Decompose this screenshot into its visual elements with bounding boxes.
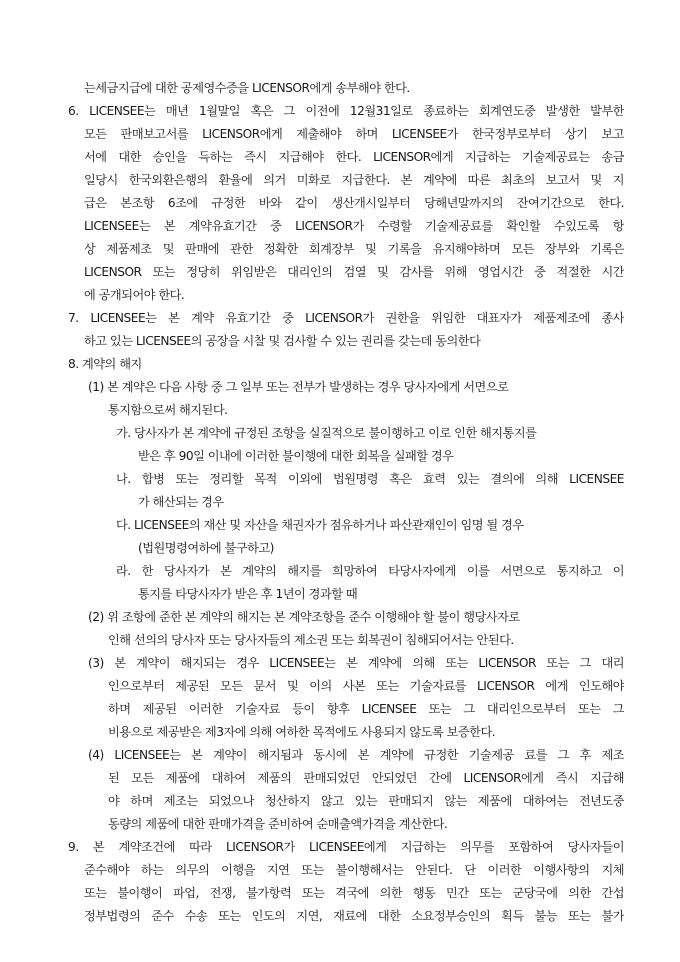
text-line: 비용으로 제공받은 제3자에 의해 여하한 목적에도 사용되지 않도록 보증한다. [108, 725, 496, 739]
item-ga-line: 가. 당사자가 본 계약에 규정된 조항을 실질적으로 불이행하고 이로 인한 해지통지를 [116, 426, 537, 440]
text-line: 에 공개되어야 한다. [84, 288, 185, 302]
text-line: LICENSEE는 본 계약유효기간 중 LICENSOR가 수령할 기술제공료를 확인할 수있도록 항 [84, 219, 624, 233]
text-line: (법원명령여하에 불구하고) [138, 541, 274, 555]
text-line: 가 해산되는 경우 [138, 495, 224, 509]
text-line: 준수해야 하는 의무의 이행을 지연 또는 불이행해서는 안된다. 단 이러한 이행사항의 지체 [84, 863, 624, 877]
text-line: 하고 있는 LICENSEE의 공장을 시찰 및 검사할 수 있는 권리를 갖는데 동의한다 [84, 334, 481, 348]
clause-8-3-line: (3) 본 계약이 해지되는 경우 LICENSEE는 본 계약에 의해 또는 LICENSOR 또는 그 대리 [88, 656, 624, 670]
clause-8-4-line: (4) LICENSEE는 본 계약이 해지됨과 동시에 본 계약에 규정한 기술제공 료를 그 후 제조 [88, 748, 624, 762]
text-line: 야 하며 제조는 되었으나 청산하지 않고 있는 판매되지 않는 제품에 대하여는 전년도중 [108, 794, 624, 808]
text-line: 인으로부터 제공된 모든 문서 및 이의 사본 또는 기술자료를 LICENSOR 에게 인도해야 [108, 679, 624, 693]
text-line: 서에 대한 승인을 득하는 즉시 지급해야 한다. LICENSOR에게 지급하는 기술제공료는 송금 [84, 150, 624, 164]
text-line: 통지함으로써 해지된다. [108, 403, 228, 417]
clause-6-line: 6. LICENSEE는 매년 1월말일 혹은 그 이전에 12월31일로 종료하는 회계연도중 발생한 발부한 [68, 104, 624, 118]
item-na-line: 나. 합병 또는 정리할 목적 이외에 법원명령 혹은 효력 있는 결의에 의해 LICENSEE [116, 472, 624, 486]
text-line: 하며 제공된 이러한 기술자료 등이 향후 LICENSEE 또는 그 대리인으로부터 또는 그 [108, 702, 624, 716]
clause-9-line: 9. 본 계약조건에 따라 LICENSOR가 LICENSEE에게 지급하는 의무를 포함하여 당사자들이 [68, 840, 624, 854]
text-line: 급은 본조항 6조에 규정한 바와 같이 생산개시일부터 당해년말까지의 잔여기간으로 한다. [84, 196, 624, 210]
text-line: 통지를 타당사자가 받은 후 1년이 경과할 때 [138, 587, 358, 601]
item-ra-line: 라. 한 당사자가 본 계약의 해지를 희망하여 타당사자에게 이를 서면으로 통지하고 이 [116, 564, 624, 578]
text-line: 는세금지급에 대한 공제영수증을 LICENSOR에게 송부해야 한다. [84, 81, 410, 95]
text-line: LICENSOR 또는 정당히 위임받은 대리인의 검열 및 감사를 위해 영업시간 중 적절한 시간 [84, 265, 624, 279]
clause-8-heading: 8. 계약의 해지 [68, 357, 142, 371]
text-line: 받은 후 90일 이내에 이러한 불이행에 대한 회복을 실패할 경우 [138, 449, 454, 463]
clause-8-1-line: (1) 본 계약은 다음 사항 중 그 일부 또는 전부가 발생하는 경우 당사자에게 서면으로 [88, 380, 509, 394]
clause-7-line: 7. LICENSEE는 본 계약 유효기간 중 LICENSOR가 권한을 위임한 대표자가 제품제조에 종사 [68, 311, 624, 325]
text-line: 일당시 한국외환은행의 환율에 의거 미화로 지급한다. 본 계약에 따른 최초의 보고서 및 지 [84, 173, 624, 187]
clause-8-2-line: (2) 위 조항에 준한 본 계약의 해지는 본 계약조항을 준수 이행해야 할 불이 행당사자로 [88, 610, 520, 624]
text-line: 정부법령의 준수 수송 또는 인도의 지연, 재료에 대한 소요정부승인의 획득 불능 또는 불가 [84, 909, 624, 923]
text-line: 동량의 제품에 대한 판매가격을 준비하여 순매출액가격을 계산한다. [108, 817, 448, 831]
text-line: 된 모든 제품에 대하여 제품의 판매되었던 안되었던 간에 LICENSOR에게 즉시 지급해 [108, 771, 624, 785]
text-line: 인해 선의의 당사자 또는 당사자들의 제소권 또는 회복권이 침해되어서는 안된다. [108, 633, 514, 647]
text-line: 상 제품제조 및 판매에 관한 정확한 회계장부 및 기록을 유지해야하며 모든 장부와 기록은 [84, 242, 624, 256]
text-line: 모든 판매보고서를 LICENSOR에게 제출해야 하며 LICENSEE가 한국정부로부터 상기 보고 [84, 127, 624, 141]
item-da-line: 다. LICENSEE의 재산 및 자산을 채권자가 점유하거나 파산관재인이 임명 될 경우 [116, 518, 524, 532]
text-line: 또는 불이행이 파업, 전쟁, 불가항력 또는 격국에 의한 행동 민간 또는 군당국에 의한 간섭 [84, 886, 624, 900]
